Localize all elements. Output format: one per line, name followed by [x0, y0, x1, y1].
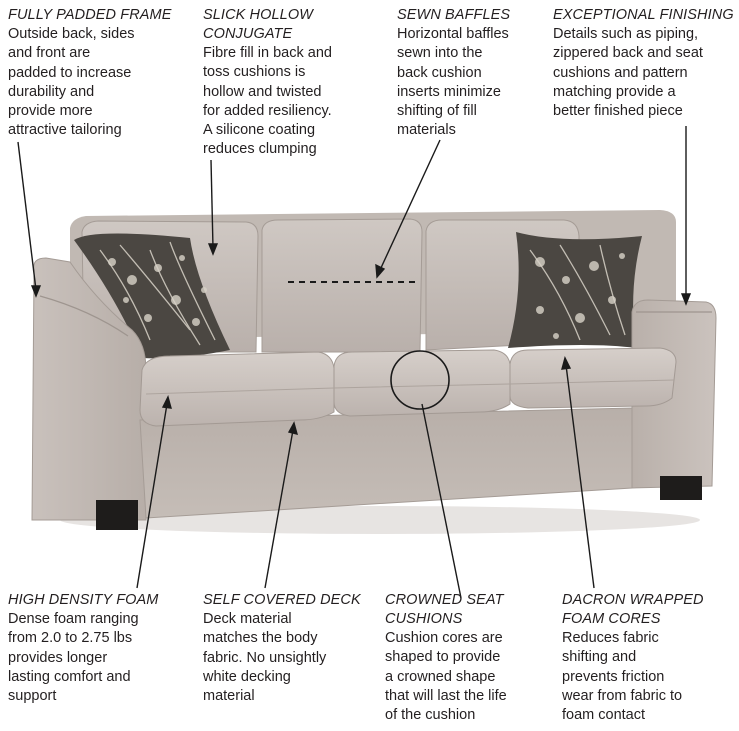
- back-cushion-center: [262, 219, 422, 352]
- callout-text: Details such as piping, zippered back and seat cushions and pattern matching provide a better finished piece: [553, 26, 703, 120]
- floral-pillow-right: [508, 232, 642, 348]
- callout-text: Cushion cores are shaped to provide a crowned shape that will last the life of the cushion: [385, 630, 507, 724]
- sofa-leg-right: [660, 476, 702, 500]
- callout-exceptional-finishing: [553, 6, 737, 121]
- callout-title: FULLY PADDED FRAME: [8, 7, 172, 23]
- callout-dacron-wrapped: [562, 591, 737, 725]
- callout-title: EXCEPTIONAL FINISHING: [553, 7, 734, 23]
- sofa-leg-left: [96, 500, 138, 530]
- callout-high-density-foam: [8, 591, 178, 706]
- callout-text: Horizontal baffles sewn into the back cushion inserts minimize shifting of fill materials: [397, 26, 509, 139]
- callout-title: SLICK HOLLOW CONJUGATE: [203, 7, 313, 42]
- callout-title: SELF COVERED DECK: [203, 592, 361, 608]
- sofa-base: [140, 408, 632, 518]
- callout-fully-padded-frame: [8, 6, 178, 141]
- callout-text: Dense foam ranging from 2.0 to 2.75 lbs provides longer lasting comfort and support: [8, 611, 139, 705]
- callout-text: Reduces fabric shifting and prevents friction wear from fabric to foam contact: [562, 630, 683, 724]
- callout-crowned-seat: [385, 591, 545, 725]
- callout-title: SEWN BAFFLES: [397, 7, 511, 23]
- callout-title: DACRON WRAPPED FOAM CORES: [562, 592, 704, 627]
- callout-text: Fibre fill in back and toss cushions is hollow and twisted for added resiliency. A silicone coating reduces clumping: [203, 45, 332, 158]
- callout-slick-hollow: [203, 6, 378, 160]
- callout-title: HIGH DENSITY FOAM: [8, 592, 159, 608]
- callout-text: Outside back, sides and front are padded to increase durability and provide more attractive tailoring: [8, 26, 135, 139]
- callout-title: CROWNED SEAT CUSHIONS: [385, 592, 504, 627]
- callout-sewn-baffles: [397, 6, 547, 141]
- callout-self-covered-deck: [203, 591, 373, 706]
- callout-text: Deck material matches the body fabric. No unsightly white decking material: [203, 611, 327, 705]
- seat-cushion-right: [510, 348, 676, 408]
